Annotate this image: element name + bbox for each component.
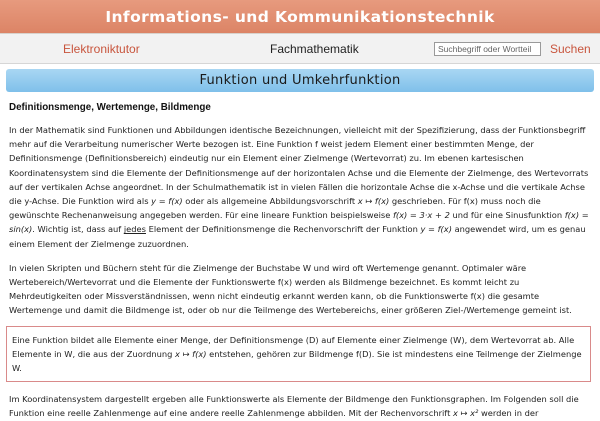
- nav-link-fachmathematik[interactable]: Fachmathematik: [270, 42, 359, 56]
- page-title-banner: [6, 69, 594, 92]
- nav-link-elektroniktutor[interactable]: Elektroniktutor: [63, 42, 140, 56]
- paragraph-wertemenge: In vielen Skripten und Büchern steht für die Zielmenge der Buchstabe W und wird oft Wertemenge genannt. Optimaler wäre Wertebereich/Wertevorrat und die Elemente der Funktionswerte f(x) werden als Bildmenge bezeichnet. Es kommt leicht zu Mehrdeutigkeiten oder Missverständnissen, wenn nicht eindeutig erkannt werden kann, ob die Funktionswerte f(x) die gesamte Wertemenge und damit die Bildmenge ist, oder ob nur die Teilmenge des Wertebereichs, einer größeren Ziel-/Wertemenge gemeint ist.: [9, 262, 572, 316]
- main-content: [6, 69, 594, 421]
- search-button[interactable]: Suchen: [550, 42, 591, 56]
- paragraph-intro: In der Mathematik sind Funktionen und Abbildungen identische Bezeichnungen, vielleicht mit der Spezifizierung, dass der Funktionsbegriff mehr auf die Verarbeitung numerischer Werte bezogen ist. Eine Funktion f weist jedem Element einer bestimmten Menge, der Definitionsmenge (Definitionsbereich) eindeutig nur ein Element einer Zielmenge (Wertevorrat) zu. Im ebenen kartesischen Koordinatensystem sind die Elemente der Definitionsmenge auf der horizontalen Achse und die Elemente der Zielmenge, des Wertevorrats auf der vertikalen Achse angeordnet. In der Schulmathematik ist in vielen Fällen die horizontale Achse die x-Achse und die vertikale Achse die y-Achse. Die Funktion wird als y = f(x) oder als allgemeine Abbildungsvorschrift x ↦ f(x) geschrieben. Für f(x) muss noch die gewünschte Rechenanweisung angegeben werden. Für eine lineare Funktion beispielsweise f(x) = 3·x + 2 und für eine Sinusfunktion f(x) = sin(x). Wichtig ist, dass auf jedes Element der Definitionsmenge die Rechenvorschrift der Funktion y = f(x) angewendet wird, um es genau einem Element der Zielmenge zuzuordnen.: [9, 125, 589, 249]
- search-input[interactable]: [434, 42, 541, 56]
- site-title: Informations- und Kommunikationstechnik: [105, 7, 495, 26]
- paragraph-koordinatensystem: Im Koordinatensystem dargestellt ergeben alle Funktionswerte als Elemente der Bildmenge den Funktionsgraphen. Im Folgenden soll die Funktion eine reelle Zahlenmenge auf eine andere reelle Zahlenmenge abbilden. Mit der Rechenvorschrift x ↦ x² werden in der: [9, 394, 579, 419]
- page-title: Funktion und Umkehrfunktion: [199, 73, 401, 88]
- section-heading: Definitionsmenge, Wertemenge, Bildmenge: [9, 102, 211, 113]
- definition-box: [6, 326, 591, 383]
- definition-text: Eine Funktion bildet alle Elemente einer Menge, der Definitionsmenge (D) auf Elemente einer Zielmenge (W), dem Wertevorrat ab. Alle Elemente in W, die aus der Zuordnung x ↦ f(x) entstehen, gehören zur Bildmenge f(D). Sie ist mindestens eine Teilmenge der Zielmenge W.: [12, 334, 582, 374]
- navbar: [0, 34, 600, 64]
- site-header: [0, 0, 600, 34]
